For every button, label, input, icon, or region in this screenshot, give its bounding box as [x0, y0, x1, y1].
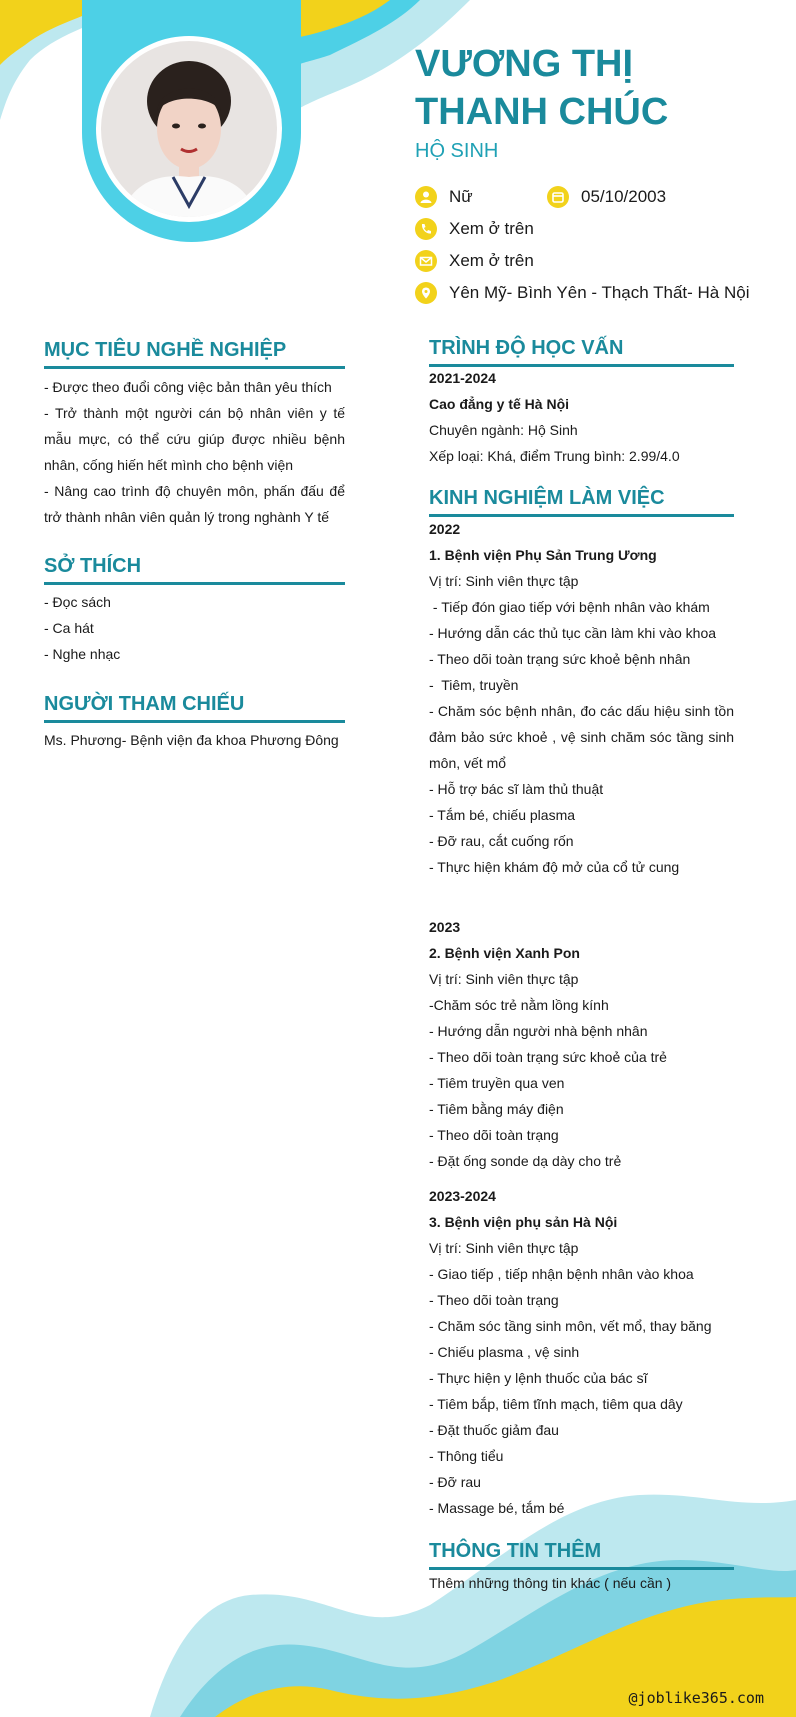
- objective-line: - Nâng cao trình độ chuyên môn, phấn đấu để trở thành nhân viên quản lý trong nghành Y tế: [44, 483, 345, 525]
- job-title: HỘ SINH: [415, 140, 499, 162]
- gender-value: Nữ: [449, 187, 473, 206]
- job-duty: - Tiêm bắp, tiêm tĩnh mạch, tiêm qua dây: [429, 1396, 683, 1412]
- location-pin-icon: [415, 282, 437, 304]
- job-year: 2023: [429, 919, 461, 935]
- job-duty: - Theo dõi toàn trạng: [429, 1127, 559, 1143]
- job-duty: - Tiêm, truyền: [429, 677, 519, 693]
- job-duty: - Theo dõi toàn trạng: [429, 1292, 559, 1308]
- candidate-name: VƯƠNG THỊ THANH CHÚC: [415, 43, 669, 133]
- job-duty: - Hướng dẫn các thủ tục cần làm khi vào khoa: [429, 625, 717, 641]
- email-row: [415, 250, 534, 272]
- birthday-value: 05/10/2003: [581, 187, 667, 206]
- education-block: [429, 365, 734, 469]
- job-role: Vị trí: Sinh viên thực tập: [429, 573, 579, 589]
- job-duty: - Tiêm truyền qua ven: [429, 1075, 565, 1091]
- envelope-icon: [415, 250, 437, 272]
- avatar: [101, 41, 277, 217]
- address-row: [415, 282, 749, 304]
- education-major: Chuyên ngành: Hộ Sinh: [429, 422, 578, 438]
- hobbies-list: [44, 589, 345, 667]
- job-duty: - Massage bé, tắm bé: [429, 1500, 565, 1516]
- job-place: 3. Bệnh viện phụ sản Hà Nội: [429, 1214, 618, 1230]
- references-title: NGƯỜI THAM CHIẾU: [44, 693, 345, 723]
- job-duty: - Tiêm bằng máy điện: [429, 1101, 564, 1117]
- hobbies-title: SỞ THÍCH: [44, 555, 345, 585]
- job-year: 2023-2024: [429, 1188, 496, 1204]
- job-place: 1. Bệnh viện Phụ Sản Trung Ương: [429, 547, 657, 563]
- job-duty: - Đặt ống sonde dạ dày cho trẻ: [429, 1153, 622, 1169]
- hobby-item: - Đọc sách: [44, 594, 111, 610]
- education-period: 2021-2024: [429, 370, 496, 386]
- job-duty: - Hỗ trợ bác sĩ làm thủ thuật: [429, 781, 604, 797]
- experience-job-3: [429, 1183, 734, 1521]
- email-value: Xem ở trên: [449, 251, 534, 270]
- job-duty: - Đỡ rau: [429, 1474, 481, 1490]
- job-duty: - Thông tiểu: [429, 1448, 504, 1464]
- birthday-row: [547, 186, 666, 208]
- job-duty: - Giao tiếp , tiếp nhận bệnh nhân vào khoa: [429, 1266, 694, 1282]
- phone-value: Xem ở trên: [449, 219, 534, 238]
- job-duty: - Thực hiện khám độ mở của cổ tử cung: [429, 859, 680, 875]
- job-duty: - Tiếp đón giao tiếp với bệnh nhân vào khám: [429, 599, 710, 615]
- phone-icon: [415, 218, 437, 240]
- objective-line: - Được theo đuổi công việc bản thân yêu thích: [44, 379, 332, 395]
- job-duty: - Hướng dẫn người nhà bệnh nhân: [429, 1023, 648, 1039]
- extra-info-text: Thêm những thông tin khác ( nếu cần ): [429, 1575, 672, 1591]
- job-place: 2. Bệnh viện Xanh Pon: [429, 945, 580, 961]
- experience-title: KINH NGHIỆM LÀM VIỆC: [429, 487, 734, 517]
- job-role: Vị trí: Sinh viên thực tập: [429, 1240, 579, 1256]
- hobby-item: - Ca hát: [44, 620, 94, 636]
- job-duty: - Đặt thuốc giảm đau: [429, 1422, 559, 1438]
- objective-line: - Trở thành một người cán bộ nhân viên y tế mẫu mực, có thể cứu giúp được nhiều bệnh nhân, cống hiến hết mình cho bệnh viện: [44, 405, 345, 473]
- gender-row: [415, 186, 473, 208]
- education-school: Cao đẳng y tế Hà Nội: [429, 396, 570, 412]
- job-duty: - Thực hiện y lệnh thuốc của bác sĩ: [429, 1370, 648, 1386]
- calendar-icon: [547, 186, 569, 208]
- job-duty: - Tắm bé, chiếu plasma: [429, 807, 576, 823]
- address-value: Yên Mỹ- Bình Yên - Thạch Thất- Hà Nội: [449, 283, 750, 302]
- job-duty: - Chăm sóc tầng sinh môn, vết mổ, thay băng: [429, 1318, 712, 1334]
- phone-row: [415, 218, 534, 240]
- experience-job-1: [429, 516, 734, 880]
- experience-job-2: [429, 914, 734, 1174]
- objective-title: MỤC TIÊU NGHỀ NGHIỆP: [44, 339, 345, 369]
- job-duty: - Theo dõi toàn trạng sức khoẻ bệnh nhân: [429, 651, 691, 667]
- job-duty: -Chăm sóc trẻ nằm lồng kính: [429, 997, 609, 1013]
- education-grade: Xếp loại: Khá, điểm Trung bình: 2.99/4.0: [429, 448, 680, 464]
- job-duty: - Theo dõi toàn trạng sức khoẻ của trẻ: [429, 1049, 667, 1065]
- hobby-item: - Nghe nhạc: [44, 646, 121, 662]
- job-duty: - Đỡ rau, cắt cuống rốn: [429, 833, 574, 849]
- job-duty: - Chăm sóc bệnh nhân, đo các dấu hiệu sinh tồn đảm bảo sức khoẻ , vệ sinh chăm sóc tầng sinh môn, vết mổ: [429, 703, 734, 771]
- job-year: 2022: [429, 521, 461, 537]
- education-title: TRÌNH ĐỘ HỌC VẤN: [429, 337, 734, 367]
- references-text: Ms. Phương- Bệnh viện đa khoa Phương Đông: [44, 732, 339, 748]
- watermark: @joblike365.com: [628, 1689, 764, 1707]
- objective-text: [44, 374, 345, 530]
- job-duty: - Chiếu plasma , vệ sinh: [429, 1344, 580, 1360]
- extra-info-title: THÔNG TIN THÊM: [429, 1540, 734, 1570]
- job-role: Vị trí: Sinh viên thực tập: [429, 971, 579, 987]
- user-icon: [415, 186, 437, 208]
